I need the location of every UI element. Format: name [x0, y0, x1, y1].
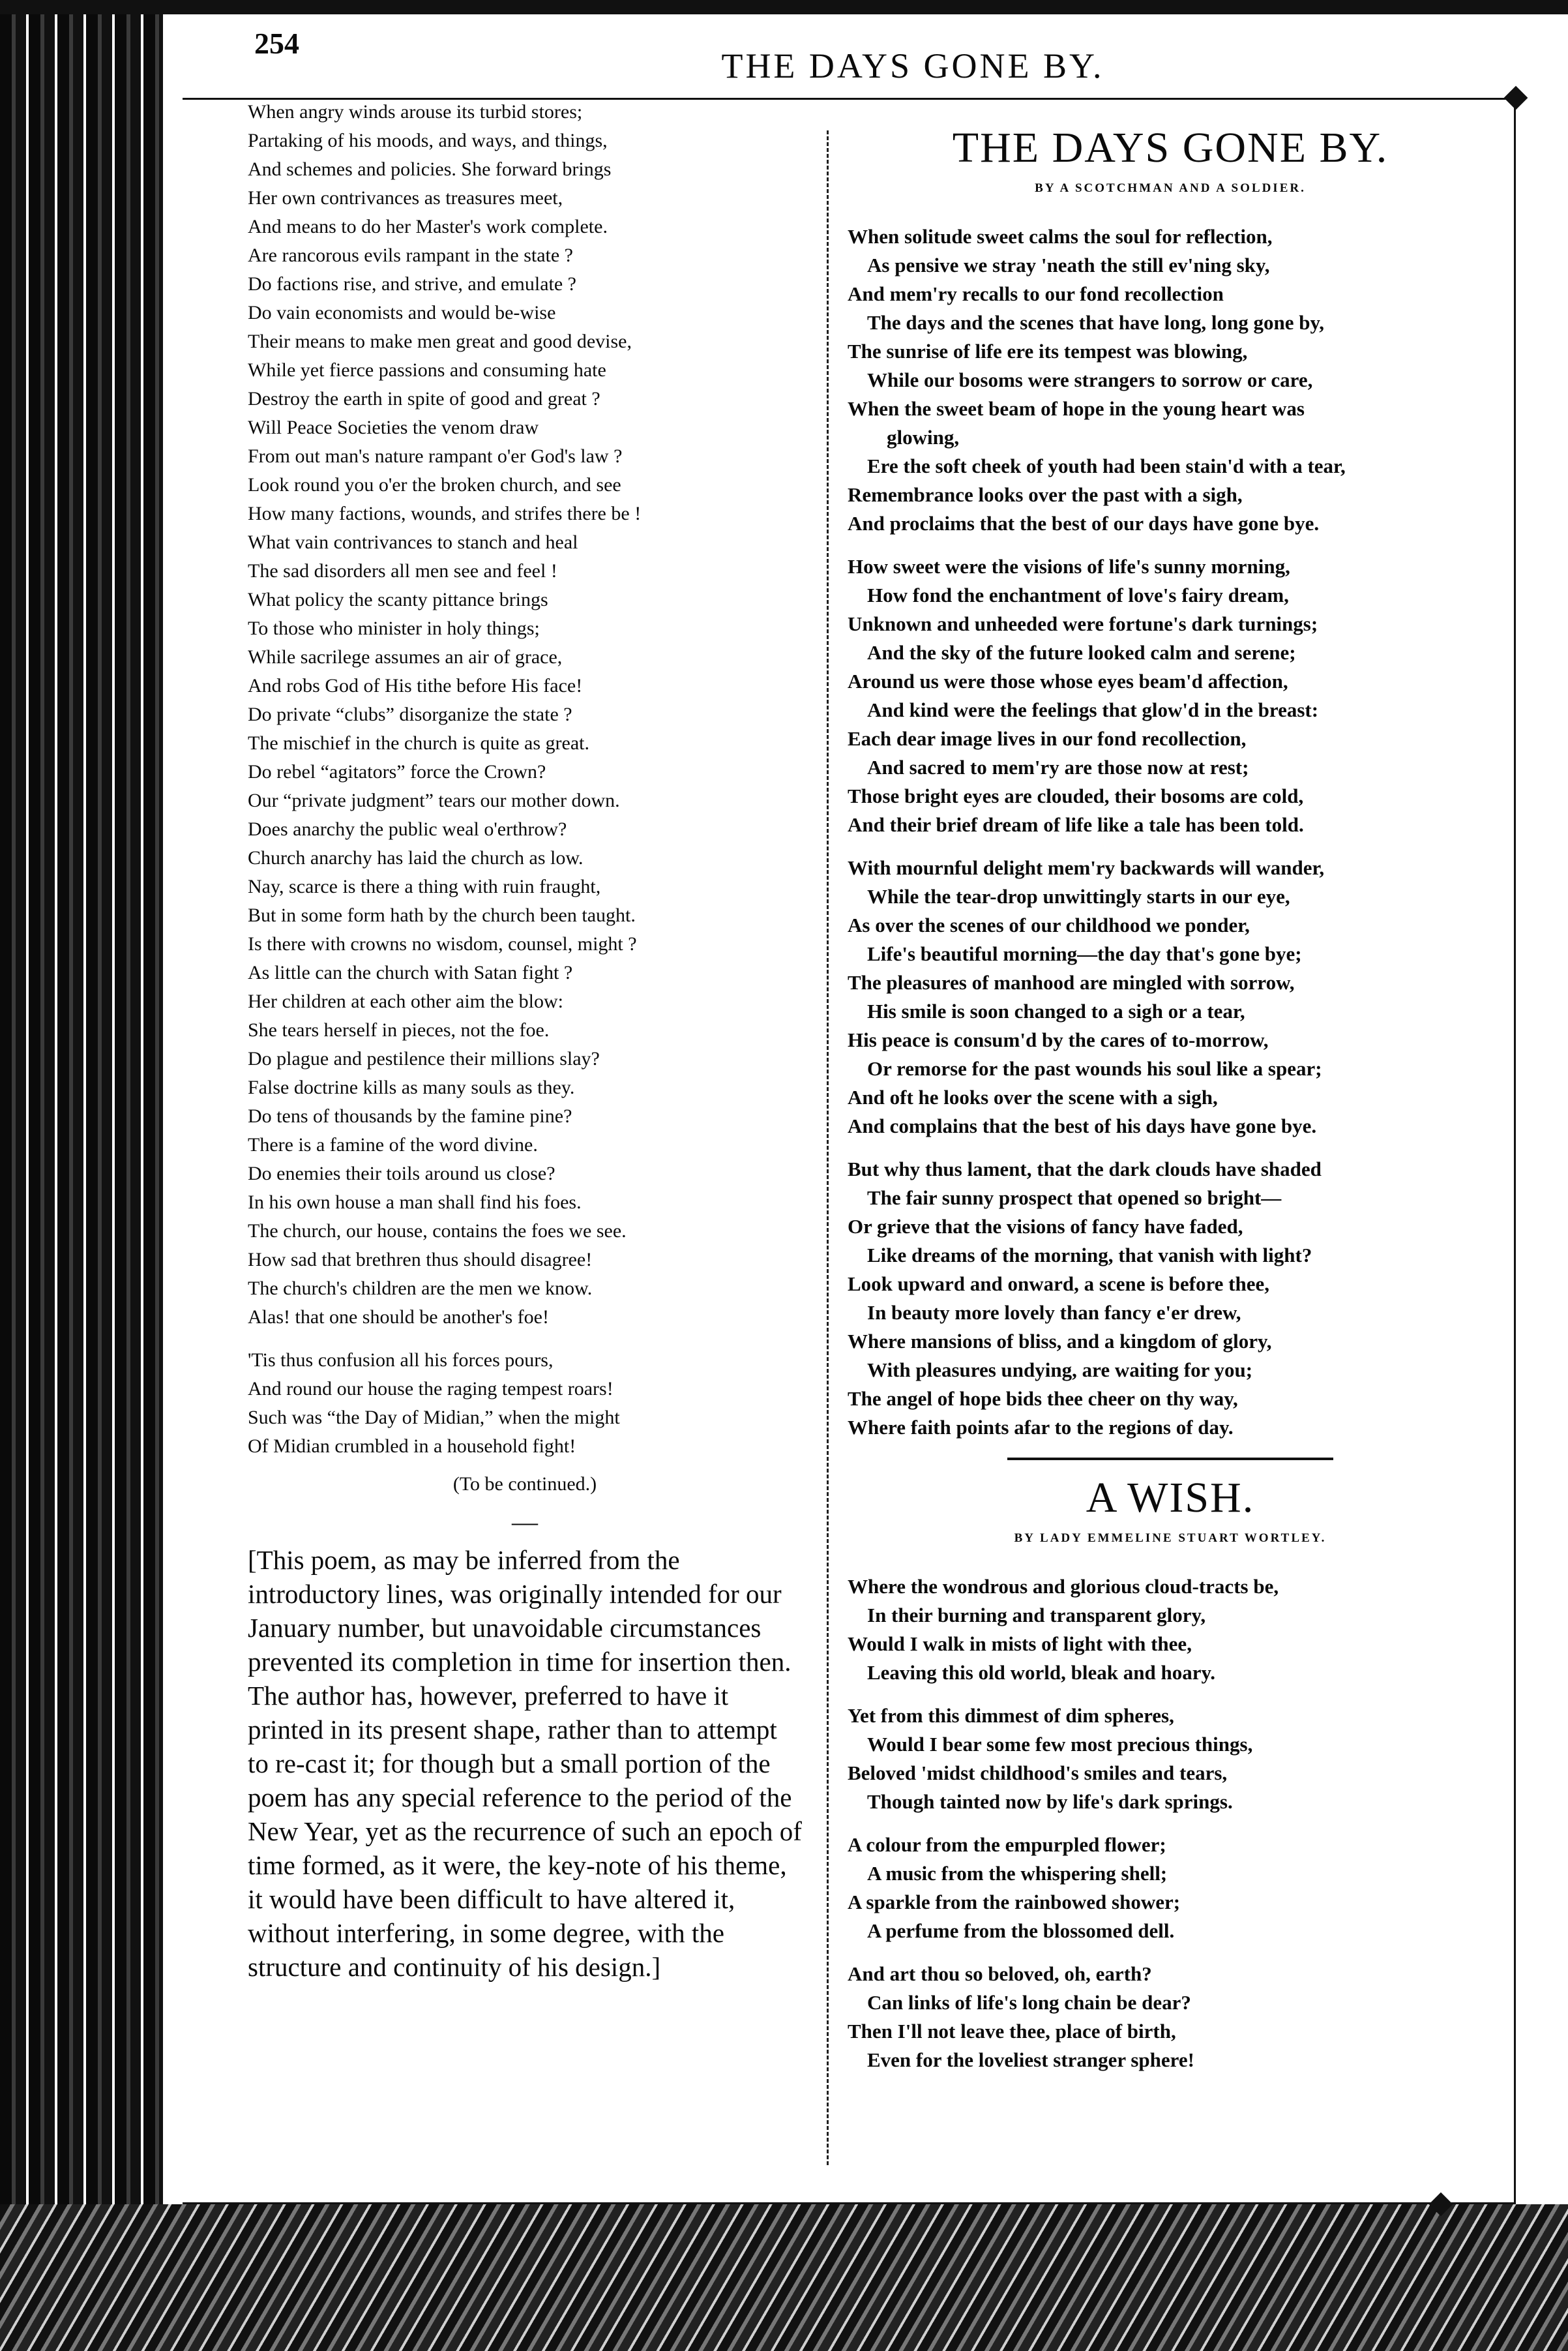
- poem-line: Around us were those whose eyes beam'd affection,: [848, 670, 1288, 693]
- poem-line: Do vain economists and would be-wise: [248, 302, 556, 323]
- right-column: [848, 124, 1493, 2089]
- poem-line: Where mansions of bliss, and a kingdom of glory,: [848, 1330, 1272, 1353]
- poem-line: She tears herself in pieces, not the foe.: [248, 1019, 550, 1041]
- poem-line: Does anarchy the public weal o'erthrow?: [248, 818, 567, 840]
- column-divider: [827, 130, 829, 2165]
- stanza: [848, 222, 1493, 538]
- poem-line: How many factions, wounds, and strifes there be !: [248, 503, 642, 524]
- poem-line: And robs God of His tithe before His face!: [248, 675, 583, 696]
- poem-line: Remembrance looks over the past with a sigh,: [848, 483, 1243, 506]
- editorial-note: [This poem, as may be inferred from the introductory lines, was originally intended for our January number, but unavoidable circumstances prevented its completion in time for insertion then. The author has, however, preferred to have it printed in its present shape, rather than to attempt to re-cast it; for though but a small portion of the poem has any special reference to the period of the New Year, yet as the recurrence of such an epoch of time formed, as it were, the key-note of his theme, it would have been difficult to have altered it, without interfering, in some degree, with the structure and continuity of his design.]: [248, 1545, 802, 1982]
- poem-line: Church anarchy has laid the church as low.: [248, 847, 584, 869]
- poem-line: Destroy the earth in spite of good and great ?: [248, 388, 600, 410]
- poem-line: Would I bear some few most precious things,: [867, 1733, 1253, 1756]
- poem-line: Then I'll not leave thee, place of birth,: [848, 2020, 1176, 2043]
- stanza: [848, 854, 1493, 1141]
- poem-line: Do factions rise, and strive, and emulate ?: [248, 273, 576, 295]
- poem-line: A music from the whispering shell;: [867, 1862, 1168, 1885]
- poem-line: Her own contrivances as treasures meet,: [248, 187, 563, 209]
- poem-line: Partaking of his moods, and ways, and things,: [248, 130, 608, 151]
- poem-line: And the sky of the future looked calm and serene;: [867, 641, 1296, 664]
- poem-line: Unknown and unheeded were fortune's dark turnings;: [848, 612, 1318, 635]
- poem-line: With pleasures undying, are waiting for you;: [867, 1358, 1253, 1381]
- poem-line: Where the wondrous and glorious cloud-tracts be,: [848, 1575, 1279, 1598]
- poem-line: But in some form hath by the church been taught.: [248, 905, 636, 926]
- poem-line: Life's beautiful morning—the day that's gone bye;: [867, 942, 1302, 965]
- poem-line: Where faith points afar to the regions of day.: [848, 1416, 1234, 1439]
- poem-line: Nay, scarce is there a thing with ruin fraught,: [248, 876, 601, 897]
- poem-line: Look upward and onward, a scene is before thee,: [848, 1272, 1270, 1295]
- poem-line: And mem'ry recalls to our fond recollection: [848, 282, 1224, 305]
- running-head: THE DAYS GONE BY.: [721, 46, 1104, 85]
- poem-line: The sunrise of life ere its tempest was blowing,: [848, 340, 1248, 363]
- poem-line: Yet from this dimmest of dim spheres,: [848, 1704, 1174, 1727]
- poem-line: Her children at each other aim the blow:: [248, 991, 563, 1012]
- poem-line: While sacrilege assumes an air of grace,: [248, 646, 563, 668]
- poem-line: And complains that the best of his days have gone bye.: [848, 1115, 1317, 1137]
- poem-body-a-wish: [848, 1572, 1493, 2074]
- poem-line: Of Midian crumbled in a household fight!: [248, 1435, 576, 1457]
- poem-line: A sparkle from the rainbowed shower;: [848, 1891, 1181, 1913]
- poem-line: The church, our house, contains the foes we see.: [248, 1220, 627, 1242]
- poem-line: And art thou so beloved, oh, earth?: [848, 1962, 1152, 1985]
- poem-line: Those bright eyes are clouded, their bosoms are cold,: [848, 785, 1304, 807]
- poem-line: While the tear-drop unwittingly starts in our eye,: [867, 885, 1290, 908]
- poem-line: Our “private judgment” tears our mother down.: [248, 790, 620, 811]
- poem-line: And schemes and policies. She forward brings: [248, 158, 612, 180]
- poem-line: In his own house a man shall find his foes.: [248, 1191, 582, 1213]
- poem-line: His smile is soon changed to a sigh or a tear,: [867, 1000, 1245, 1023]
- poem-line: Can links of life's long chain be dear?: [867, 1991, 1191, 2014]
- poem-title-a-wish: A WISH.: [1086, 1474, 1255, 1521]
- poem-line: And kind were the feelings that glow'd in the breast:: [867, 698, 1319, 721]
- poem-body-days-gone-by: [848, 222, 1493, 1442]
- poem-line: But why thus lament, that the dark clouds have shaded: [848, 1158, 1322, 1180]
- poem-line: Though tainted now by life's dark springs.: [867, 1790, 1233, 1813]
- poem-line: How sad that brethren thus should disagree!: [248, 1249, 593, 1270]
- poem-byline-a-wish: BY LADY EMMELINE STUART WORTLEY.: [1014, 1531, 1327, 1545]
- poem-line: Do tens of thousands by the famine pine?: [248, 1105, 572, 1127]
- book-binding-left: [0, 0, 163, 2351]
- left-column: [248, 98, 802, 1984]
- poem-line: And proclaims that the best of our days have gone bye.: [848, 512, 1320, 535]
- poem-line: Are rancorous evils rampant in the state ?: [248, 245, 573, 266]
- poem-line: From out man's nature rampant o'er God's law ?: [248, 445, 623, 467]
- section-dash: —: [512, 1507, 538, 1536]
- stanza: [848, 1960, 1493, 2074]
- poem-continuation: [248, 98, 802, 1332]
- page-number: 254: [254, 27, 299, 60]
- poem-line: Such was “the Day of Midian,” when the might: [248, 1407, 620, 1428]
- poem-line: Or grieve that the visions of fancy have faded,: [848, 1215, 1243, 1238]
- stanza: [848, 1155, 1493, 1442]
- poem-line: Ere the soft cheek of youth had been stain'd with a tear,: [867, 455, 1346, 477]
- poem-line: glowing,: [887, 426, 960, 449]
- poem-line: A colour from the empurpled flower;: [848, 1833, 1166, 1856]
- section-rule: [1007, 1458, 1333, 1460]
- poem-line: Their means to make men great and good devise,: [248, 331, 632, 352]
- poem-line: When solitude sweet calms the soul for reflection,: [848, 225, 1273, 248]
- poem-line: Would I walk in mists of light with thee,: [848, 1632, 1192, 1655]
- poem-line: What vain contrivances to stanch and heal: [248, 532, 578, 553]
- poem-line: Leaving this old world, bleak and hoary.: [867, 1661, 1216, 1684]
- to-be-continued: (To be continued.): [452, 1473, 597, 1495]
- poem-line: While our bosoms were strangers to sorrow or care,: [867, 368, 1313, 391]
- poem-line: When the sweet beam of hope in the young heart was: [848, 397, 1305, 420]
- poem-line: And means to do her Master's work complete.: [248, 216, 608, 237]
- poem-line: With mournful delight mem'ry backwards will wander,: [848, 856, 1325, 879]
- poem-line: Do rebel “agitators” force the Crown?: [248, 761, 546, 783]
- stanza: [848, 552, 1493, 839]
- poem-line: The angel of hope bids thee cheer on thy way,: [848, 1387, 1238, 1410]
- poem-line: What policy the scanty pittance brings: [248, 589, 548, 610]
- poem-line: Do plague and pestilence their millions slay?: [248, 1048, 600, 1070]
- stanza: [848, 1572, 1493, 1687]
- poem-line: The pleasures of manhood are mingled with sorrow,: [848, 971, 1295, 994]
- poem-line: There is a famine of the word divine.: [248, 1134, 538, 1156]
- stanza: [848, 1701, 1493, 1816]
- stanza: [848, 1831, 1493, 1945]
- poem-line: A perfume from the blossomed dell.: [867, 1919, 1175, 1942]
- poem-line: 'Tis thus confusion all his forces pours,: [248, 1349, 554, 1371]
- poem-line: Will Peace Societies the venom draw: [248, 417, 539, 438]
- poem-line: Even for the loveliest stranger sphere!: [867, 2048, 1194, 2071]
- poem-line: Is there with crowns no wisdom, counsel, might ?: [248, 933, 637, 955]
- poem-line: The church's children are the men we know.: [248, 1278, 593, 1299]
- poem-line: As pensive we stray 'neath the still ev'ning sky,: [867, 254, 1270, 277]
- poem-line: While yet fierce passions and consuming hate: [248, 359, 606, 381]
- poem-title-days-gone-by: THE DAYS GONE BY.: [952, 124, 1389, 172]
- poem-line: In beauty more lovely than fancy e'er drew,: [867, 1301, 1241, 1324]
- poem-line: False doctrine kills as many souls as they.: [248, 1077, 575, 1098]
- poem-line: The sad disorders all men see and feel !: [248, 560, 557, 582]
- poem-line: And their brief dream of life like a tale has been told.: [848, 813, 1304, 836]
- poem-line: Do enemies their toils around us close?: [248, 1163, 555, 1184]
- poem-line: And round our house the raging tempest roars!: [248, 1378, 614, 1400]
- poem-line: His peace is consum'd by the cares of to-morrow,: [848, 1028, 1269, 1051]
- poem-line: The fair sunny prospect that opened so bright—: [867, 1186, 1282, 1209]
- poem-line: Or remorse for the past wounds his soul like a spear;: [867, 1057, 1322, 1080]
- poem-line: When angry winds arouse its turbid stores;: [248, 101, 583, 123]
- poem-line: And sacred to mem'ry are those now at rest;: [867, 756, 1249, 779]
- poem-line: Each dear image lives in our fond recollection,: [848, 727, 1247, 750]
- poem-line: How sweet were the visions of life's sunny morning,: [848, 555, 1290, 578]
- poem-line: Beloved 'midst childhood's smiles and tears,: [848, 1761, 1228, 1784]
- poem-line: Do private “clubs” disorganize the state ?: [248, 704, 572, 725]
- poem-line: How fond the enchantment of love's fairy dream,: [867, 584, 1289, 606]
- book-binding-top: [0, 0, 1568, 14]
- poem-line: In their burning and transparent glory,: [867, 1604, 1206, 1626]
- poem-closing-lines: [248, 1346, 802, 1461]
- poem-line: And oft he looks over the scene with a sigh,: [848, 1086, 1218, 1109]
- poem-line: Look round you o'er the broken church, and see: [248, 474, 621, 496]
- poem-line: Like dreams of the morning, that vanish with light?: [867, 1244, 1312, 1266]
- poem-line: As over the scenes of our childhood we ponder,: [848, 914, 1250, 936]
- poem-line: To those who minister in holy things;: [248, 618, 540, 639]
- poem-line: The days and the scenes that have long, long gone by,: [867, 311, 1325, 334]
- poem-line: Alas! that one should be another's foe!: [248, 1306, 549, 1328]
- poem-line: As little can the church with Satan fight ?: [248, 962, 573, 983]
- poem-byline-days-gone-by: BY A SCOTCHMAN AND A SOLDIER.: [1035, 181, 1306, 195]
- book-binding-bottom: [0, 2204, 1568, 2351]
- poem-line: The mischief in the church is quite as great.: [248, 732, 589, 754]
